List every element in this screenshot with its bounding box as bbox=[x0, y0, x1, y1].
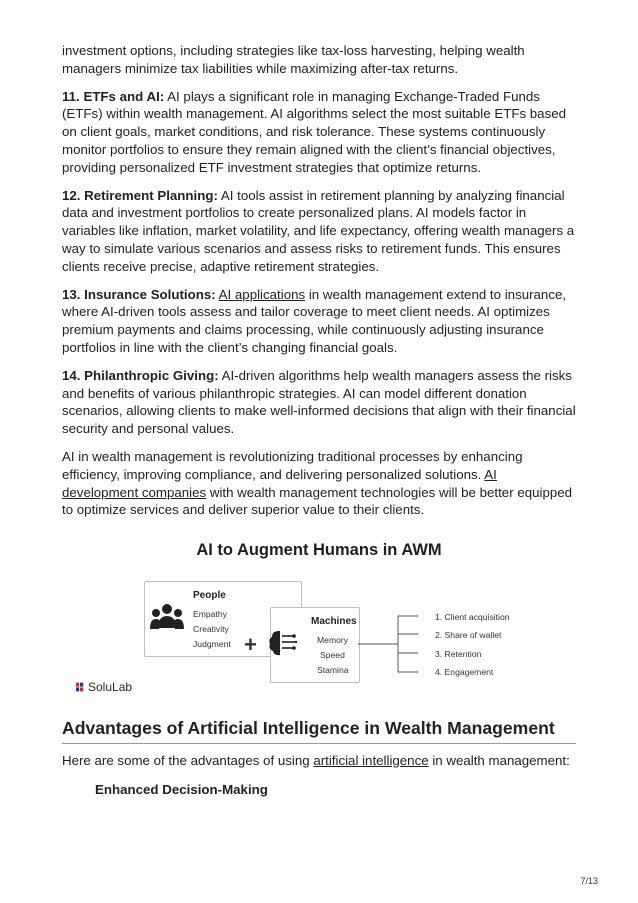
ai-applications-link[interactable]: AI applications bbox=[218, 286, 306, 302]
item-label: 12. Retirement Planning: bbox=[62, 187, 218, 203]
logo-text: SoluLab bbox=[88, 680, 133, 694]
paragraph-philanthropy bbox=[62, 367, 576, 438]
paragraph-text: in wealth management extend to insurance, where AI-driven tools assess and tailor coverage to meet client needs. AI optimizes premium payments and claims processing, while continuously adjusting insurance portfolios in line with the client’s changing financial goals. bbox=[62, 286, 567, 355]
page-content bbox=[62, 42, 576, 691]
infographic bbox=[62, 541, 576, 691]
infographic-title: AI to Augment Humans in AWM bbox=[196, 541, 442, 560]
machines-item: Speed bbox=[320, 650, 345, 660]
paragraph-text: AI tools assist in retirement planning by analyzing financial data and investment portfolios to create personalized plans. AI models factor in variables like inflation, market volatility, and life expectancy, offering wealth managers a way to simulate various scenarios and assess risks to retirement funds. This ensures clients receive precise, adaptive retirement strategies. bbox=[62, 187, 575, 274]
machines-item: Memory bbox=[317, 635, 349, 645]
machines-title: Machines bbox=[311, 616, 357, 627]
people-item: Judgment bbox=[193, 639, 231, 650]
paragraph-retirement bbox=[62, 187, 576, 276]
people-icon bbox=[150, 602, 184, 632]
subheading: Enhanced Decision-Making bbox=[95, 781, 268, 797]
people-item: Empathy bbox=[193, 609, 227, 620]
ai-development-companies-link[interactable]: AI development companies bbox=[62, 466, 497, 500]
paragraph-text: with wealth management technologies will be better equipped to optimize services and deliver superior value to their clients. bbox=[62, 484, 573, 518]
paragraph-text: in wealth management: bbox=[428, 753, 570, 768]
paragraph-text: AI plays a significant role in managing Exchange-Traded Funds (ETFs) within wealth management. AI algorithms select the most suitable ETFs based on client goals, market conditions, and risk tolerance. These systems continuously monitor portfolios to ensure they remain aligned with the client’s financial objectives, providing personalized ETF investment strategies that optimize returns. bbox=[62, 88, 567, 175]
outcome-item: 1. Client acquisition bbox=[435, 612, 510, 622]
paragraph-tax bbox=[62, 42, 576, 78]
plus-sign: + bbox=[244, 632, 257, 657]
page-number: 7/13 bbox=[580, 876, 598, 886]
item-label: 11. ETFs and AI: bbox=[62, 88, 165, 104]
outcome-item: 4. Engagement bbox=[435, 667, 494, 677]
paragraph-summary bbox=[62, 448, 576, 519]
artificial-intelligence-link[interactable]: artificial intelligence bbox=[313, 753, 429, 768]
people-title: People bbox=[193, 590, 226, 602]
people-item: Creativity bbox=[193, 624, 229, 635]
paragraph-etfs bbox=[62, 88, 576, 177]
item-label: 14. Philanthropic Giving: bbox=[62, 367, 219, 383]
section-heading: Advantages of Artificial Intelligence in Wealth Management bbox=[62, 718, 576, 744]
paragraph-text: AI in wealth management is revolutionizing traditional processes by enhancing efficiency, improving compliance, and delivering personalized solutions. bbox=[62, 448, 523, 482]
paragraph-text: investment options, including strategies like tax-loss harvesting, helping wealth managers minimize tax liabilities while maximizing after-tax returns. bbox=[62, 43, 525, 76]
advantages-section bbox=[62, 718, 576, 797]
paragraph-text: Here are some of the advantages of using bbox=[62, 753, 314, 768]
section-intro bbox=[62, 752, 576, 770]
paragraph-insurance bbox=[62, 286, 576, 357]
item-label: 13. Insurance Solutions: bbox=[62, 286, 216, 302]
people-box bbox=[144, 581, 302, 657]
outcome-item: 2. Share of wallet bbox=[435, 630, 502, 640]
paragraph-text: AI-driven algorithms help wealth managers assess the risks and benefits of various philanthropic strategies. AI can model different donation scenarios, allowing clients to make well-informed decisions that align with their financial security and personal values. bbox=[62, 367, 576, 437]
outcome-item: 3. Retention bbox=[435, 649, 482, 659]
machines-item: Stamina bbox=[317, 665, 349, 675]
